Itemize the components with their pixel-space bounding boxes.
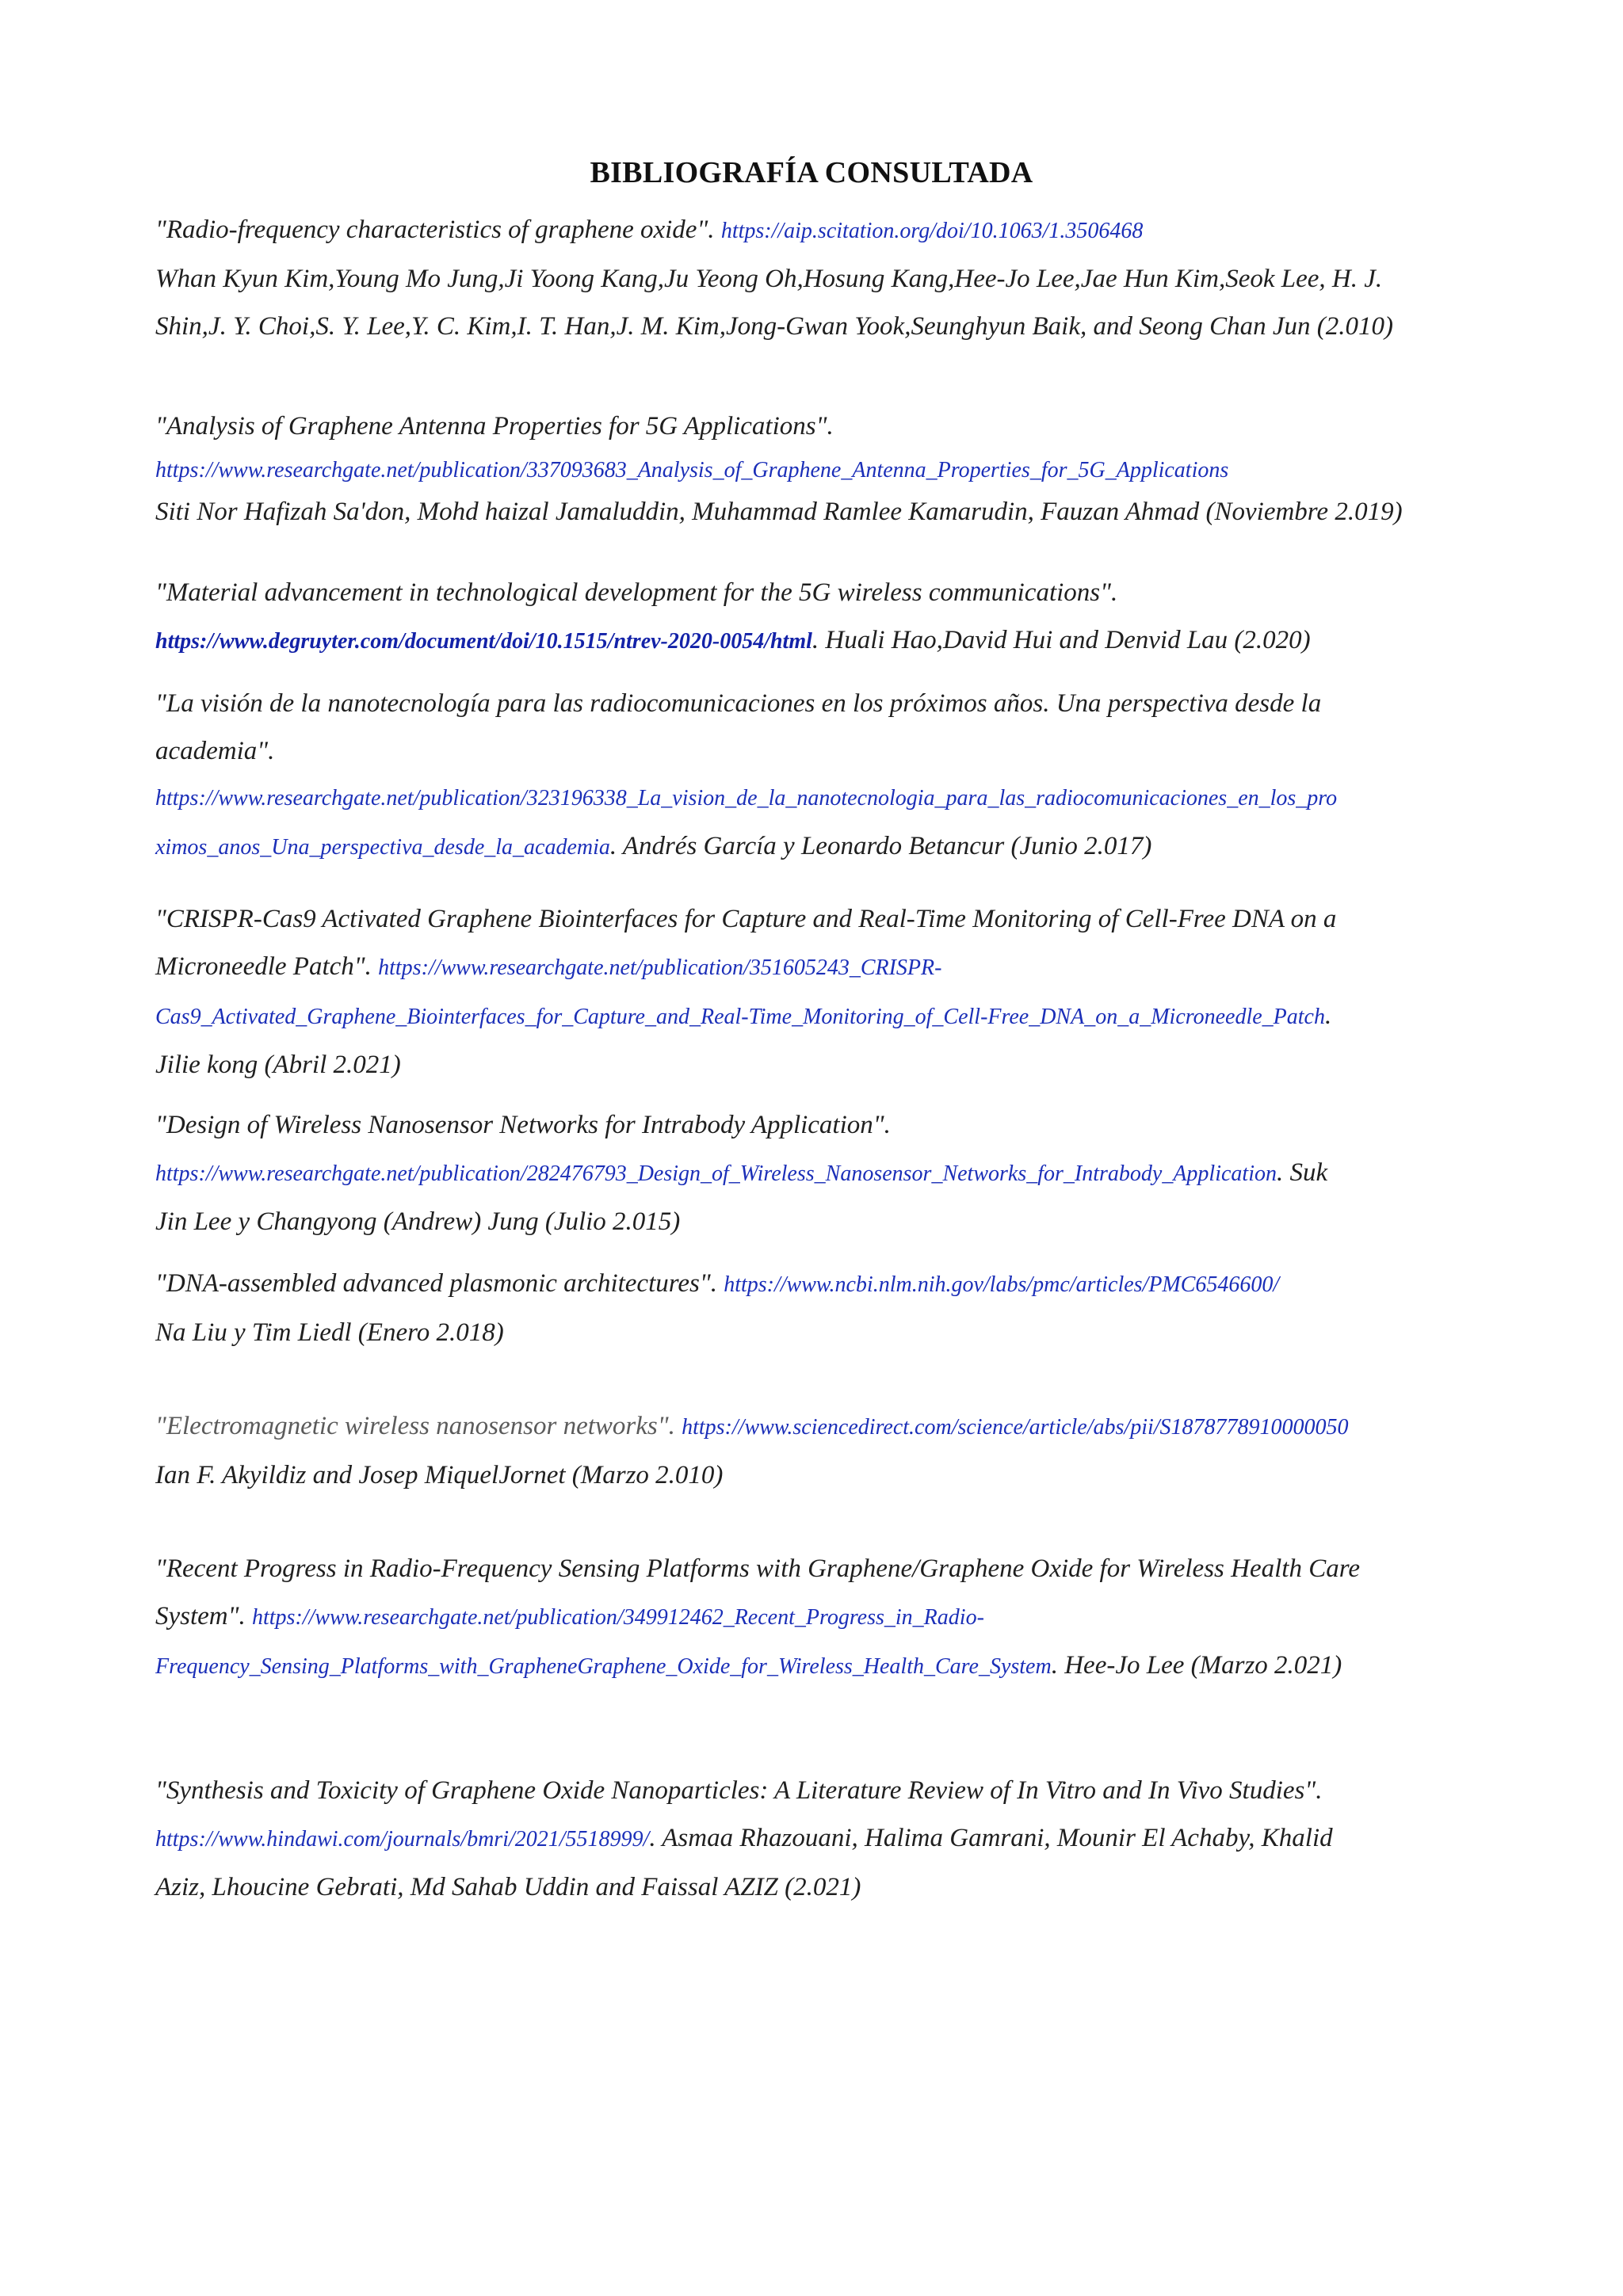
reference-link[interactable]: https://www.researchgate.net/publication/323196338_La_vision_de_la_nanotecnologia_para_las_radiocomunicaciones_en_los_pro [155, 786, 1338, 810]
reference-3 [155, 569, 1487, 666]
reference-4 [155, 680, 1487, 871]
reference-authors: Shin,J. Y. Choi,S. Y. Lee,Y. C. Kim,I. T. Han,J. M. Kim,Jong-Gwan Yook,Seunghyun Baik, and Seong Chan Jun (2.010) [155, 312, 1394, 341]
reference-authors: . Asmaa Rhazouani, Halima Gamrani, Mounir El Achaby, Khalid [649, 1824, 1333, 1852]
reference-link[interactable]: https://www.sciencedirect.com/science/article/abs/pii/S1878778910000050 [682, 1415, 1349, 1440]
reference-title: "Synthesis and Toxicity of Graphene Oxide Nanoparticles: A Literature Review of In Vitro and In Vivo Studies". [155, 1776, 1323, 1805]
reference-link[interactable]: https://www.researchgate.net/publication/282476793_Design_of_Wireless_Nanosensor_Networks_for_Intrabody_Application [155, 1161, 1277, 1186]
reference-title: academia". [155, 737, 275, 765]
reference-authors: . Hee-Jo Lee (Marzo 2.021) [1051, 1651, 1342, 1680]
reference-title: "Electromagnetic wireless nanosensor networks". [155, 1412, 675, 1440]
reference-8 [155, 1402, 1487, 1499]
reference-link[interactable]: https://www.researchgate.net/publication/349912462_Recent_Progress_in_Radio- [252, 1605, 984, 1630]
reference-5 [155, 895, 1487, 1089]
reference-7 [155, 1260, 1487, 1356]
reference-link[interactable]: https://aip.scitation.org/doi/10.1063/1.3506468 [720, 219, 1144, 243]
reference-title: "Recent Progress in Radio-Frequency Sensing Platforms with Graphene/Graphene Oxide for Wireless Health Care [155, 1554, 1360, 1583]
reference-9 [155, 1545, 1487, 1691]
reference-authors: Na Liu y Tim Liedl (Enero 2.018) [155, 1318, 504, 1347]
reference-link[interactable]: https://www.hindawi.com/journals/bmri/2021/5518999/ [155, 1827, 650, 1852]
reference-authors: Aziz, Lhoucine Gebrati, Md Sahab Uddin and Faissal AZIZ (2.021) [155, 1873, 861, 1901]
reference-title: "Material advancement in technological development for the 5G wireless communications". [155, 578, 1118, 607]
reference-title: "DNA-assembled advanced plasmonic architectures". [155, 1269, 717, 1298]
reference-2 [155, 402, 1487, 532]
reference-link[interactable]: ximos_anos_Una_perspectiva_desde_la_academia [155, 835, 610, 860]
reference-title: Microneedle Patch". [155, 952, 372, 981]
reference-title: System". [155, 1602, 246, 1630]
reference-link[interactable]: https://www.researchgate.net/publication/337093683_Analysis_of_Graphene_Antenna_Properties_for_5G_Applications [155, 458, 1229, 482]
reference-title: "Design of Wireless Nanosensor Networks for Intrabody Application". [155, 1111, 891, 1139]
reference-authors: Jin Lee y Changyong (Andrew) Jung (Julio 2.015) [155, 1207, 681, 1236]
reference-link[interactable]: Frequency_Sensing_Platforms_with_GrapheneGraphene_Oxide_for_Wireless_Health_Care_System [155, 1654, 1052, 1679]
reference-authors: Siti Nor Hafizah Sa'don, Mohd haizal Jamaluddin, Muhammad Ramlee Kamarudin, Fauzan Ahmad (Noviembre 2.019) [155, 498, 1403, 526]
reference-title: "La visión de la nanotecnología para las radiocomunicaciones en los próximos años. Una perspectiva desde la [155, 689, 1322, 718]
reference-title: "Radio-frequency characteristics of graphene oxide". [155, 215, 715, 244]
reference-authors: . Andrés García y Leonardo Betancur (Junio 2.017) [609, 832, 1152, 860]
reference-authors: Ian F. Akyildiz and Josep MiquelJornet (Marzo 2.010) [155, 1461, 724, 1489]
reference-link[interactable]: https://www.degruyter.com/document/doi/10.1515/ntrev-2020-0054/html [155, 629, 812, 654]
reference-link[interactable]: Cas9_Activated_Graphene_Biointerfaces_for_Capture_and_Real-Time_Monitoring_of_Cell-Free_DNA_on_a_Microneedle_Patch [155, 1005, 1325, 1029]
reference-title: "CRISPR-Cas9 Activated Graphene Biointerfaces for Capture and Real-Time Monitoring of Cell-Free DNA on a [155, 905, 1337, 933]
page-title: BIBLIOGRAFÍA CONSULTADA [590, 156, 1033, 189]
reference-authors: Whan Kyun Kim,Young Mo Jung,Ji Yoong Kang,Ju Yeong Oh,Hosung Kang,Hee-Jo Lee,Jae Hun Kim,Seok Lee, H. J. [155, 265, 1383, 293]
reference-authors: Jilie kong (Abril 2.021) [155, 1051, 401, 1079]
reference-6 [155, 1101, 1487, 1245]
reference-link[interactable]: https://www.researchgate.net/publication/351605243_CRISPR- [378, 955, 942, 980]
reference-punctuation: . [1324, 1001, 1332, 1030]
reference-authors: . Huali Hao,David Hui and Denvid Lau (2.020) [812, 626, 1311, 654]
reference-1 [155, 206, 1487, 350]
reference-10 [155, 1767, 1487, 1911]
reference-link[interactable]: https://www.ncbi.nlm.nih.gov/labs/pmc/articles/PMC6546600/ [724, 1272, 1280, 1297]
reference-authors: . Suk [1276, 1158, 1328, 1187]
reference-title: "Analysis of Graphene Antenna Properties for 5G Applications". [155, 412, 834, 441]
